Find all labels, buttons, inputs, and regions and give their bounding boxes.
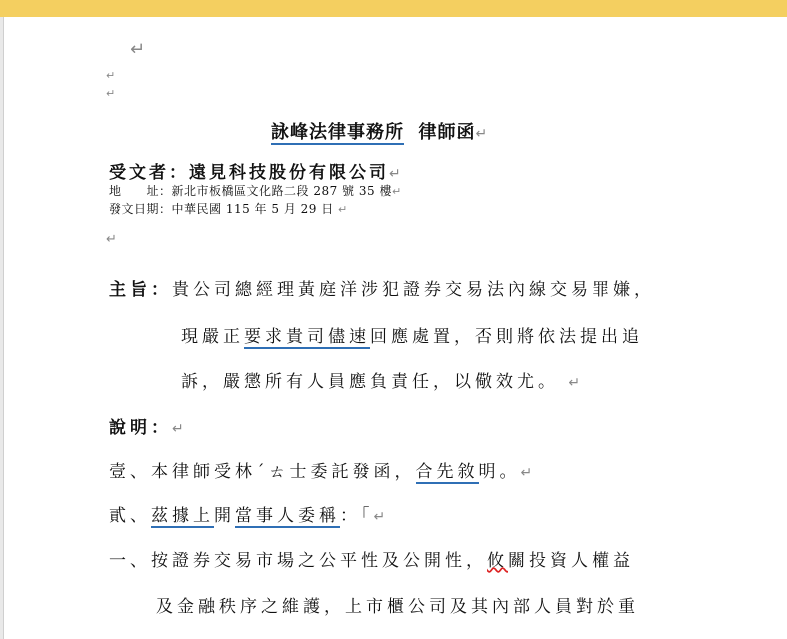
- item-one-text-b: ˊ: [256, 462, 269, 482]
- letter-type: 律師函: [418, 122, 476, 143]
- subject-line-1: [109, 275, 655, 300]
- address-value: 新北市板橋區文化路二段 287 號 35 樓: [171, 184, 392, 198]
- paragraph-mark-icon: ↵: [475, 126, 489, 142]
- item-two-text-e: ：「: [340, 506, 374, 526]
- recipient-label: 受文者：: [109, 163, 189, 183]
- item-three-text-c: 關投資人權益: [508, 551, 634, 571]
- item-three-text-a: 一、按證券交易市場之公平性及公開性，: [109, 551, 487, 571]
- address-line: [109, 182, 402, 199]
- item-one-text-c: ㄊ士委託發函，: [268, 462, 416, 482]
- item-three-text-d: 及金融秩序之維護，上市櫃公司及其內部人員對於重: [156, 597, 639, 617]
- subject-line-2: [181, 322, 643, 347]
- recipient-line: [109, 158, 404, 183]
- item-two-text-a: 貳、: [109, 506, 151, 526]
- item-two: [109, 501, 385, 526]
- explanation-label: 說明：: [109, 418, 172, 438]
- item-one-text-a: 壹、本律師受林: [109, 462, 256, 482]
- item-three-line-1: [109, 546, 634, 571]
- subject-text-2a: 現嚴正: [181, 327, 244, 347]
- recipient-name: 遠見科技股份有限公司: [189, 163, 389, 183]
- item-three-text-b: 攸: [487, 551, 508, 571]
- letter-heading: [271, 118, 488, 144]
- send-date-label: 發文日期：: [109, 202, 172, 216]
- paragraph-mark-icon: ↵: [172, 421, 184, 437]
- item-one-text-e: 明。: [478, 462, 521, 482]
- firm-name: 詠峰法律事務所: [271, 122, 404, 143]
- send-date-line: [109, 200, 348, 217]
- item-two-text-d: 當事人委稱: [235, 506, 340, 526]
- paragraph-mark-icon: ↵: [130, 39, 146, 60]
- item-two-text-b: 茲據上: [151, 506, 214, 526]
- item-two-text-c: 開: [214, 506, 235, 526]
- send-date-value: 中華民國 115 年 5 月 29 日: [171, 202, 334, 216]
- explanation-heading: [109, 413, 184, 438]
- address-label: 地 址：: [109, 184, 172, 198]
- paragraph-mark-icon: ↵: [106, 87, 116, 100]
- window-top-bar: [0, 0, 787, 17]
- item-one-text-d: 合先敘: [415, 462, 479, 482]
- item-one: [109, 457, 532, 482]
- paragraph-mark-icon: ↵: [106, 232, 117, 247]
- subject-text-1: 貴公司總經理黃庭洋涉犯證券交易法內線交易罪嫌，: [172, 280, 655, 300]
- document-page: [3, 17, 787, 639]
- paragraph-mark-icon: ↵: [106, 69, 116, 82]
- subject-line-3: [181, 367, 580, 392]
- subject-text-3: 訴，嚴懲所有人員應負責任，以儆效尤。: [181, 372, 559, 392]
- paragraph-mark-icon: ↵: [338, 203, 348, 216]
- subject-label: 主旨：: [109, 280, 172, 300]
- subject-text-2c: 回應處置，否則將依法提出追: [370, 327, 643, 347]
- paragraph-mark-icon: ↵: [391, 185, 402, 198]
- paragraph-mark-icon: ↵: [373, 509, 386, 525]
- item-three-line-2: [156, 592, 639, 617]
- paragraph-mark-icon: ↵: [389, 166, 404, 182]
- paragraph-mark-icon: ↵: [568, 375, 581, 391]
- subject-text-2b: 要求貴司儘速: [244, 327, 370, 347]
- paragraph-mark-icon: ↵: [520, 465, 533, 481]
